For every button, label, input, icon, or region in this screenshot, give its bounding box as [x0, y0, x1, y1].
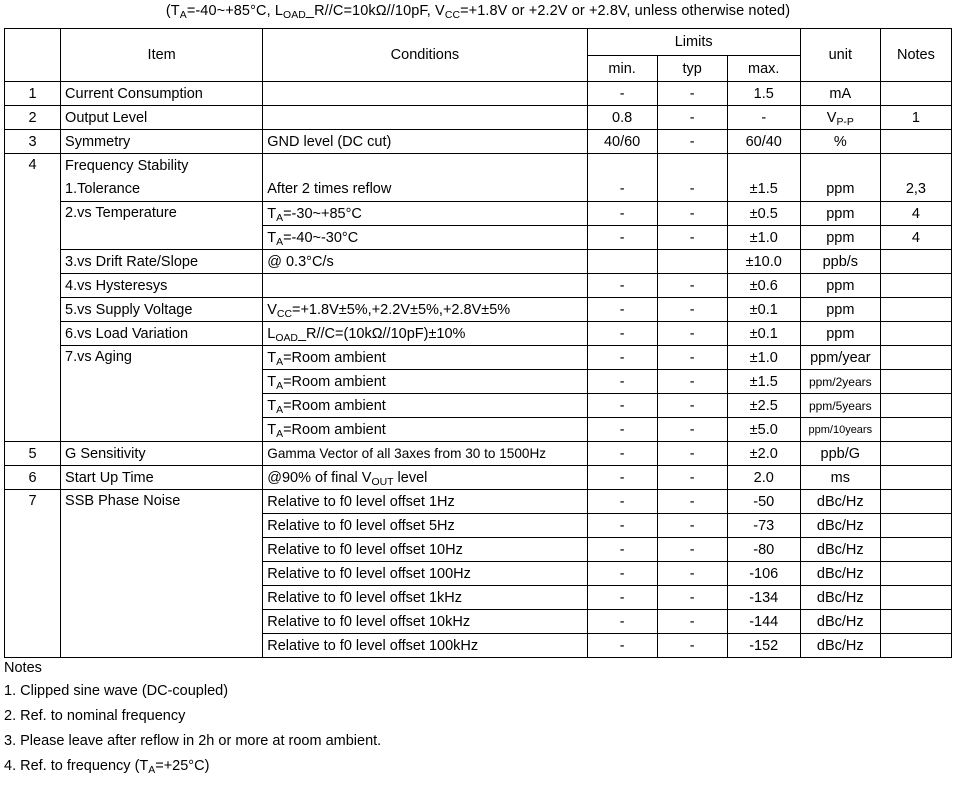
cell-unit: ppm: [800, 322, 880, 346]
cell-typ: -: [657, 418, 727, 442]
caption-open: (T: [165, 3, 180, 19]
cell-typ: -: [657, 298, 727, 322]
cell-conditions: Relative to f0 level offset 100kHz: [263, 634, 587, 658]
cell-typ: -: [657, 562, 727, 586]
cell-typ: -: [657, 538, 727, 562]
cell-notes: [880, 346, 951, 370]
specification-table: [4, 28, 952, 658]
cell-no: 5: [5, 442, 61, 466]
cell-typ: [657, 154, 727, 178]
cell-item: 5.vs Supply Voltage: [61, 298, 263, 322]
cell-min: -: [587, 202, 657, 226]
note-item-3: 3. Please leave after reflow in 2h or more at room ambient.: [4, 733, 382, 749]
cell-conditions: Relative to f0 level offset 1Hz: [263, 490, 587, 514]
cell-notes: [880, 586, 951, 610]
cell-item: Output Level: [61, 106, 263, 130]
cell-item: SSB Phase Noise: [61, 490, 263, 658]
cell-unit: dBc/Hz: [800, 538, 880, 562]
header-typ: typ: [657, 56, 727, 82]
header-min: min.: [587, 56, 657, 82]
cell-unit: ppm: [800, 298, 880, 322]
cell-conditions: Gamma Vector of all 3axes from 30 to 1500Hz: [263, 442, 587, 466]
cell-conditions: Relative to f0 level offset 5Hz: [263, 514, 587, 538]
cell-unit: ppb/G: [800, 442, 880, 466]
table-header-row-top: [5, 29, 952, 56]
cell-unit: dBc/Hz: [800, 514, 880, 538]
cell-conditions: $T_A=-30\sim+85^\circ C$: [263, 202, 587, 226]
cell-notes: [880, 82, 951, 106]
cell-min: -: [587, 322, 657, 346]
cell-max: 1.5: [727, 82, 800, 106]
cell-unit: dBc/Hz: [800, 562, 880, 586]
cell-max: ±2.0: [727, 442, 800, 466]
header-max: max.: [727, 56, 800, 82]
cell-unit: ppm: [800, 178, 880, 202]
cell-notes: 1: [880, 106, 951, 130]
cell-max: [727, 154, 800, 178]
cell-notes: [880, 274, 951, 298]
cell-min: 40/60: [587, 130, 657, 154]
table-row: [5, 490, 952, 514]
cell-typ: -: [657, 370, 727, 394]
cell-notes: 4: [880, 226, 951, 250]
cell-conditions: GND level (DC cut): [263, 130, 587, 154]
cell-unit: dBc/Hz: [800, 490, 880, 514]
cell-unit: ppm: [800, 202, 880, 226]
header-unit: unit: [800, 29, 880, 82]
header-item: Item: [61, 29, 263, 82]
cell-unit: ppm/2years: [800, 370, 880, 394]
cell-notes: [880, 130, 951, 154]
cell-typ: -: [657, 634, 727, 658]
cell-max: -106: [727, 562, 800, 586]
cell-conditions: $T_A=-40\sim-30^\circ C$: [263, 226, 587, 250]
cell-typ: -: [657, 178, 727, 202]
cell-min: -: [587, 82, 657, 106]
cell-max: -134: [727, 586, 800, 610]
cell-min: -: [587, 370, 657, 394]
cell-min: -: [587, 178, 657, 202]
cell-max: ±2.5: [727, 394, 800, 418]
cell-no: 2: [5, 106, 61, 130]
cell-min: -: [587, 226, 657, 250]
table-caption: [0, 3, 956, 19]
cell-conditions: [263, 154, 587, 178]
cell-item: 6.vs Load Variation: [61, 322, 263, 346]
cell-item: Start Up Time: [61, 466, 263, 490]
cell-unit: ppb/s: [800, 250, 880, 274]
cell-item: 4.vs Hysteresys: [61, 274, 263, 298]
cell-max: -: [727, 106, 800, 130]
table-row: [5, 130, 952, 154]
cell-notes: [880, 514, 951, 538]
cell-min: [587, 250, 657, 274]
cell-conditions: [263, 82, 587, 106]
cell-unit: dBc/Hz: [800, 586, 880, 610]
cell-conditions: Relative to f0 level offset 100Hz: [263, 562, 587, 586]
table-row: [5, 346, 952, 370]
cell-notes: [880, 538, 951, 562]
cell-typ: -: [657, 106, 727, 130]
cell-typ: -: [657, 610, 727, 634]
cell-min: -: [587, 610, 657, 634]
note-item-4: 4. Ref. to frequency $(T_A=+25^\circ C)$: [4, 758, 210, 776]
cell-typ: -: [657, 202, 727, 226]
table-row: [5, 154, 952, 178]
cell-typ: -: [657, 490, 727, 514]
cell-min: -: [587, 538, 657, 562]
cell-max: ±5.0: [727, 418, 800, 442]
cell-min: -: [587, 274, 657, 298]
table-body: [5, 82, 952, 658]
cell-min: 0.8: [587, 106, 657, 130]
table-row: [5, 274, 952, 298]
cell-item: 3.vs Drift Rate/Slope: [61, 250, 263, 274]
cell-min: -: [587, 586, 657, 610]
table-row: [5, 106, 952, 130]
cell-unit: dBc/Hz: [800, 634, 880, 658]
cell-notes: [880, 442, 951, 466]
cell-conditions: $T_A=Room$ ambient: [263, 346, 587, 370]
cell-typ: -: [657, 466, 727, 490]
cell-conditions: Relative to f0 level offset 10Hz: [263, 538, 587, 562]
cell-notes: [880, 490, 951, 514]
cell-max: ±1.5: [727, 178, 800, 202]
cell-min: -: [587, 466, 657, 490]
cell-min: -: [587, 394, 657, 418]
cell-notes: [880, 394, 951, 418]
cell-item: 7.vs Aging: [61, 346, 263, 442]
cell-notes: 2,3: [880, 178, 951, 202]
cell-no: 6: [5, 466, 61, 490]
cell-min: -: [587, 514, 657, 538]
cell-conditions: @ 0.3°C/s: [263, 250, 587, 274]
cell-min: -: [587, 562, 657, 586]
cell-max: ±0.1: [727, 322, 800, 346]
cell-conditions: $L_{OAD}\_R//C=(10k\Omega//10pF)\pm 10\%$: [263, 322, 587, 346]
table-row: [5, 202, 952, 226]
cell-max: 2.0: [727, 466, 800, 490]
cell-unit: $V_{P-P}$: [800, 106, 880, 130]
cell-notes: [880, 322, 951, 346]
cell-max: ±0.6: [727, 274, 800, 298]
header-limits: Limits: [587, 29, 800, 56]
cell-max: -50: [727, 490, 800, 514]
cell-item: Frequency Stability: [61, 154, 263, 178]
caption-sub-load: OAD: [283, 10, 306, 21]
header-conditions: Conditions: [263, 29, 587, 82]
cell-max: -73: [727, 514, 800, 538]
cell-typ: -: [657, 130, 727, 154]
cell-item: G Sensitivity: [61, 442, 263, 466]
cell-unit: mA: [800, 82, 880, 106]
cell-notes: [880, 154, 951, 178]
cell-typ: [657, 250, 727, 274]
cell-conditions: After 2 times reflow: [263, 178, 587, 202]
cell-max: ±1.5: [727, 370, 800, 394]
cell-notes: [880, 298, 951, 322]
cell-max: ±1.0: [727, 226, 800, 250]
cell-typ: -: [657, 82, 727, 106]
table-row: [5, 466, 952, 490]
cell-typ: -: [657, 394, 727, 418]
cell-unit: %: [800, 130, 880, 154]
cell-no: 7: [5, 490, 61, 658]
table-row: [5, 250, 952, 274]
cell-typ: -: [657, 346, 727, 370]
cell-unit: ppm: [800, 274, 880, 298]
cell-max: ±0.1: [727, 298, 800, 322]
table-row: [5, 178, 952, 202]
cell-notes: [880, 634, 951, 658]
cell-min: -: [587, 346, 657, 370]
cell-item: Current Consumption: [61, 82, 263, 106]
cell-max: ±1.0: [727, 346, 800, 370]
cell-notes: [880, 370, 951, 394]
cell-notes: [880, 562, 951, 586]
cell-conditions: $V_{CC}=+1.8V\pm 5\%,+2.2V\pm 5\%,+2.8V\pm 5\%$: [263, 298, 587, 322]
caption-mid1: =-40~+85°C, L: [186, 3, 283, 19]
cell-conditions: $T_A=Room$ ambient: [263, 370, 587, 394]
cell-unit: [800, 154, 880, 178]
caption-tail: =+1.8V or +2.2V or +2.8V, unless otherwise noted): [460, 3, 791, 19]
cell-max: ±10.0: [727, 250, 800, 274]
cell-typ: -: [657, 274, 727, 298]
cell-conditions: $T_A=Room$ ambient: [263, 418, 587, 442]
cell-notes: 4: [880, 202, 951, 226]
table-row: [5, 82, 952, 106]
header-no: [5, 29, 61, 82]
header-notes: Notes: [880, 29, 951, 82]
cell-no: 4: [5, 154, 61, 442]
cell-conditions: $T_A=Room$ ambient: [263, 394, 587, 418]
cell-unit: ms: [800, 466, 880, 490]
cell-max: -80: [727, 538, 800, 562]
cell-conditions: @90% of final $V_{OUT}$ level: [263, 466, 587, 490]
cell-unit: ppm/10years: [800, 418, 880, 442]
cell-notes: [880, 418, 951, 442]
cell-item: 1.Tolerance: [61, 178, 263, 202]
cell-unit: ppm: [800, 226, 880, 250]
caption-sub-vcc: CC: [444, 10, 461, 21]
cell-min: -: [587, 634, 657, 658]
cell-min: [587, 154, 657, 178]
table-row: [5, 442, 952, 466]
cell-max: -144: [727, 610, 800, 634]
notes-title: Notes: [4, 660, 42, 676]
cell-notes: [880, 466, 951, 490]
cell-min: -: [587, 490, 657, 514]
table-row: [5, 298, 952, 322]
cell-conditions: Relative to f0 level offset 10kHz: [263, 610, 587, 634]
note-item-1: 1. Clipped sine wave (DC-coupled): [4, 683, 229, 699]
cell-notes: [880, 610, 951, 634]
note-item-2: 2. Ref. to nominal frequency: [4, 708, 186, 724]
cell-typ: -: [657, 442, 727, 466]
cell-typ: -: [657, 586, 727, 610]
cell-typ: -: [657, 322, 727, 346]
caption-sub-ta: A: [179, 10, 187, 21]
cell-max: ±0.5: [727, 202, 800, 226]
caption-mid2: _R//C=10kΩ//10pF, V: [305, 3, 445, 19]
cell-item: Symmetry: [61, 130, 263, 154]
cell-min: -: [587, 298, 657, 322]
cell-notes: [880, 250, 951, 274]
cell-min: -: [587, 442, 657, 466]
cell-conditions: Relative to f0 level offset 1kHz: [263, 586, 587, 610]
cell-no: 3: [5, 130, 61, 154]
cell-conditions: [263, 106, 587, 130]
cell-unit: ppm/5years: [800, 394, 880, 418]
cell-conditions: [263, 274, 587, 298]
cell-max: 60/40: [727, 130, 800, 154]
table-row: [5, 322, 952, 346]
cell-unit: ppm/year: [800, 346, 880, 370]
notes-block: [4, 660, 904, 783]
cell-typ: -: [657, 226, 727, 250]
cell-item: 2.vs Temperature: [61, 202, 263, 250]
cell-unit: dBc/Hz: [800, 610, 880, 634]
cell-min: -: [587, 418, 657, 442]
cell-typ: -: [657, 514, 727, 538]
cell-max: -152: [727, 634, 800, 658]
cell-no: 1: [5, 82, 61, 106]
